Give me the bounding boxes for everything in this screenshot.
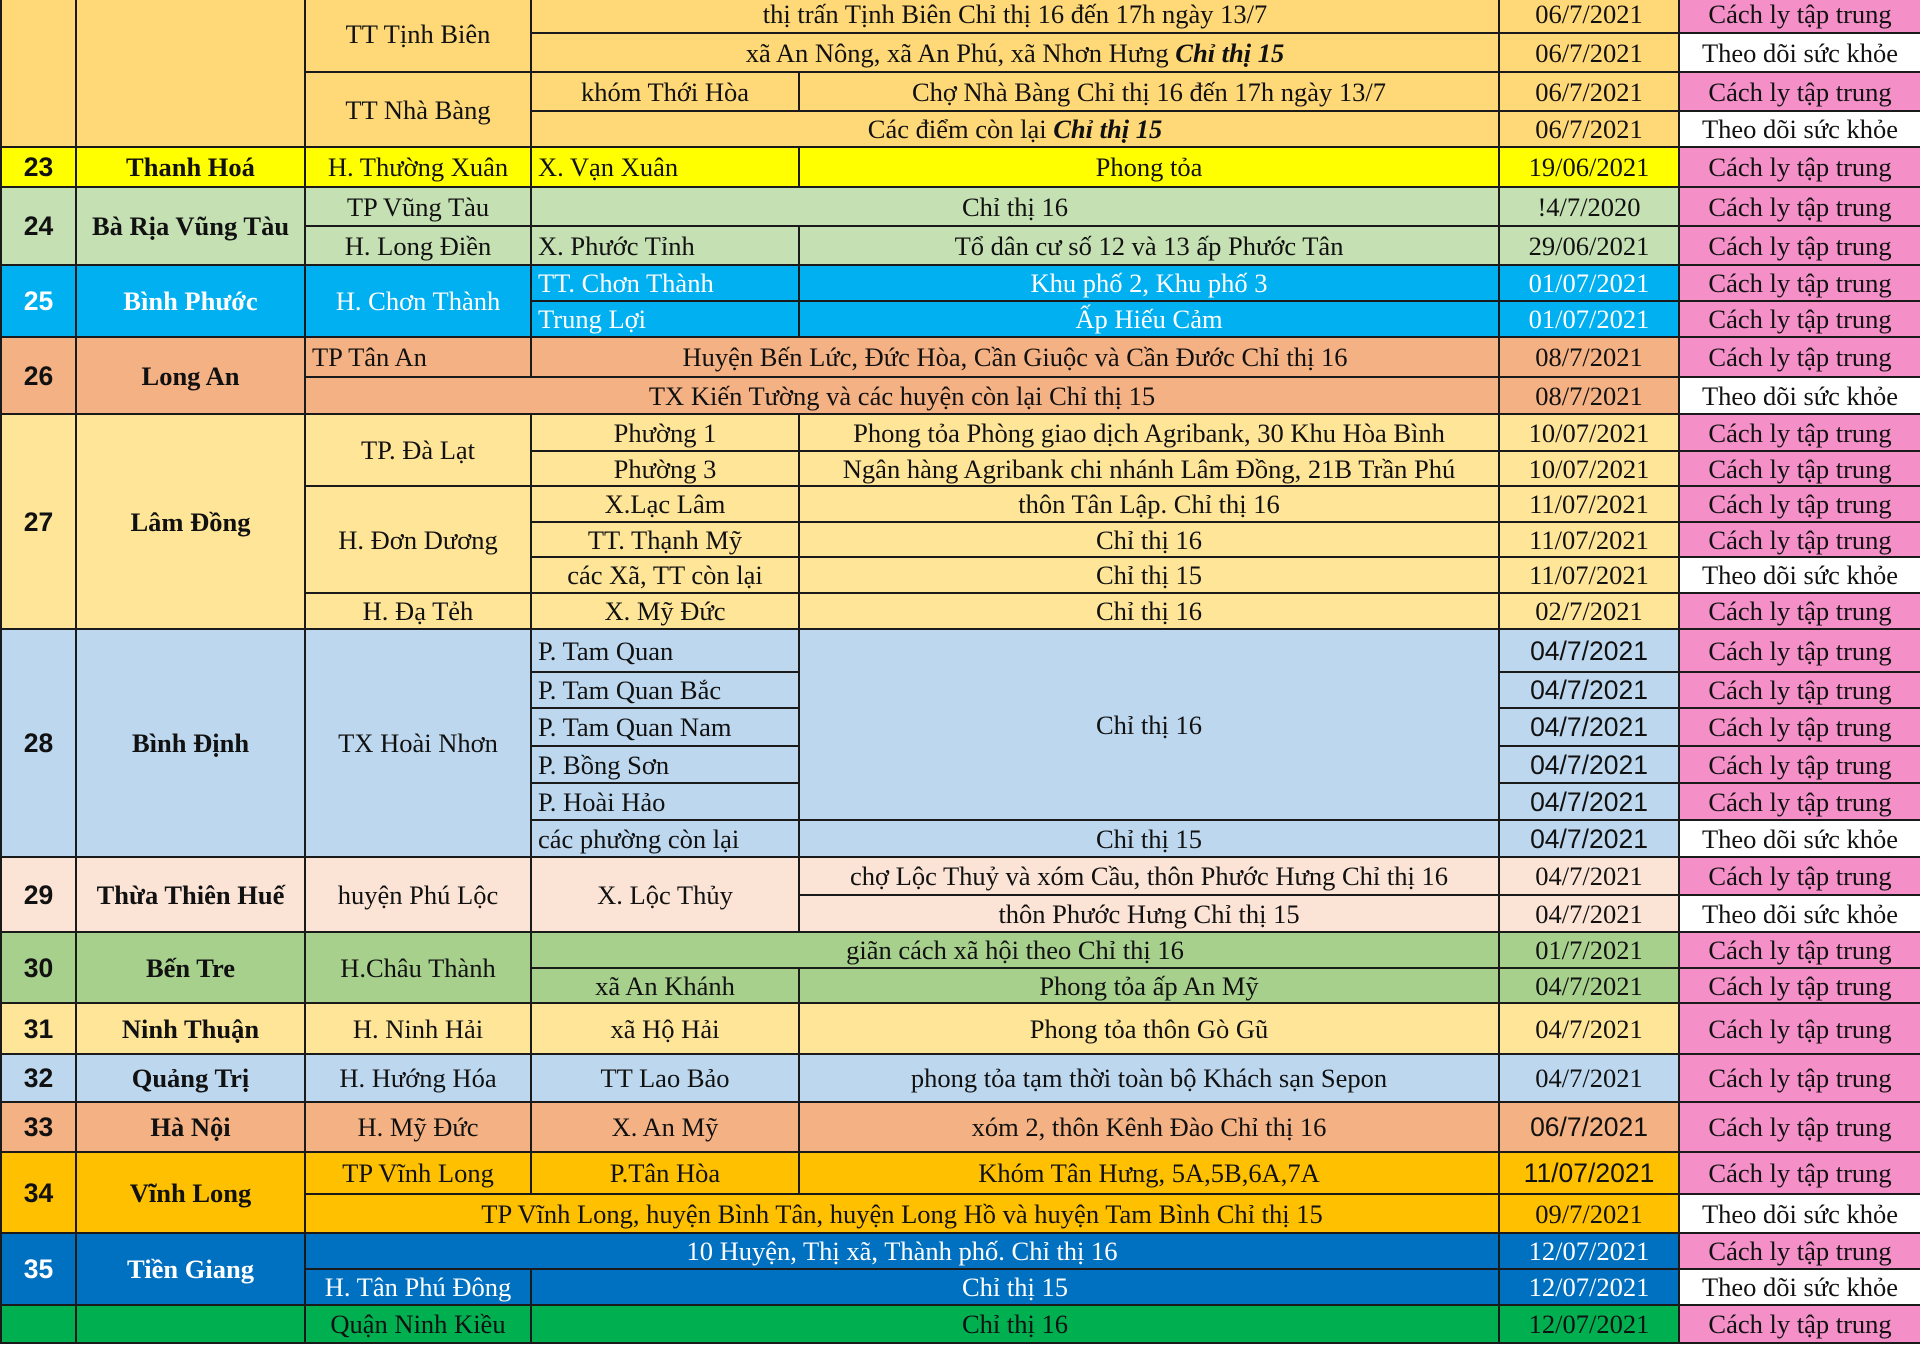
- detail-cell: Huyện Bến Lức, Đức Hòa, Cần Giuộc và Cần Đước Chỉ thị 16: [531, 337, 1499, 377]
- status-cell: Theo dõi sức khỏe: [1679, 1194, 1920, 1233]
- ward-cell: P.Tân Hòa: [531, 1152, 799, 1194]
- directive-emphasis: Chỉ thị 15: [1175, 37, 1285, 68]
- date-cell: 01/07/2021: [1499, 301, 1679, 337]
- row-number-cell: 28: [1, 629, 76, 857]
- ward-cell: P. Hoài Hảo: [531, 783, 799, 820]
- ward-cell: X. Mỹ Đức: [531, 593, 799, 629]
- province-name-cell: Bình Phước: [76, 265, 305, 337]
- row-number-cell: 35: [1, 1233, 76, 1305]
- ward-cell: TT Lao Bảo: [531, 1054, 799, 1102]
- district-cell: H. Đơn Dương: [305, 486, 531, 593]
- date-cell: 06/7/2021: [1499, 72, 1679, 111]
- detail-cell: Phong tỏa: [799, 147, 1499, 187]
- row-number-cell: 23: [1, 147, 76, 187]
- row-number-cell: 27: [1, 414, 76, 629]
- district-cell: TX Hoài Nhơn: [305, 629, 531, 857]
- row-number-cell: 26: [1, 337, 76, 414]
- date-cell: 04/7/2021: [1499, 629, 1679, 672]
- ward-cell: Phường 1: [531, 414, 799, 451]
- detail-cell: chợ Lộc Thuỷ và xóm Cầu, thôn Phước Hưng Chỉ thị 16: [799, 857, 1499, 895]
- date-cell: 04/7/2021: [1499, 968, 1679, 1003]
- directive-emphasis: Chỉ thị 15: [1053, 114, 1163, 144]
- date-cell: 08/7/2021: [1499, 337, 1679, 377]
- status-cell: Cách ly tập trung: [1679, 672, 1920, 708]
- table-row: [1, 629, 1920, 672]
- date-cell: 04/7/2021: [1499, 672, 1679, 708]
- province-name-cell: Quảng Trị: [76, 1054, 305, 1102]
- status-cell: Cách ly tập trung: [1679, 746, 1920, 783]
- detail-cell: Ngân hàng Agribank chi nhánh Lâm Đồng, 21B Trần Phú: [799, 451, 1499, 486]
- ward-cell: các phường còn lại: [531, 820, 799, 857]
- status-cell: Cách ly tập trung: [1679, 1233, 1920, 1269]
- table-row: [1, 1102, 1920, 1152]
- province-name-cell: Bà Rịa Vũng Tàu: [76, 187, 305, 265]
- status-cell: Theo dõi sức khỏe: [1679, 895, 1920, 932]
- detail-cell: 10 Huyện, Thị xã, Thành phố. Chỉ thị 16: [305, 1233, 1499, 1269]
- detail-cell: thị trấn Tịnh Biên Chỉ thị 16 đến 17h ngày 13/7: [531, 0, 1499, 33]
- status-cell: Theo dõi sức khỏe: [1679, 111, 1920, 147]
- date-cell: 06/7/2021: [1499, 0, 1679, 33]
- province-name-cell: Long An: [76, 337, 305, 414]
- status-cell: Cách ly tập trung: [1679, 1152, 1920, 1194]
- row-number-cell: 29: [1, 857, 76, 932]
- table-row: [1, 147, 1920, 187]
- date-cell: 06/7/2021: [1499, 111, 1679, 147]
- status-cell: Theo dõi sức khỏe: [1679, 820, 1920, 857]
- status-cell: Cách ly tập trung: [1679, 1003, 1920, 1054]
- date-cell: 29/06/2021: [1499, 226, 1679, 265]
- province-name-cell: Lâm Đồng: [76, 414, 305, 629]
- row-number-cell: 30: [1, 932, 76, 1003]
- status-cell: Cách ly tập trung: [1679, 187, 1920, 226]
- detail-cell: Ấp Hiếu Cảm: [799, 301, 1499, 337]
- detail-cell: Phong tỏa ấp An Mỹ: [799, 968, 1499, 1003]
- status-cell: Cách ly tập trung: [1679, 857, 1920, 895]
- date-cell: !4/7/2020: [1499, 187, 1679, 226]
- ward-cell: xã Hộ Hải: [531, 1003, 799, 1054]
- date-cell: 11/07/2021: [1499, 557, 1679, 593]
- status-cell: Cách ly tập trung: [1679, 486, 1920, 522]
- detail-cell: thôn Tân Lập. Chỉ thị 16: [799, 486, 1499, 522]
- detail-text: Các điểm còn lại: [867, 114, 1054, 144]
- table-row: [1, 932, 1920, 968]
- row-number-cell: 31: [1, 1003, 76, 1054]
- table-row: [1, 857, 1920, 895]
- status-cell: Theo dõi sức khỏe: [1679, 557, 1920, 593]
- row-number-cell: 25: [1, 265, 76, 337]
- status-cell: Cách ly tập trung: [1679, 522, 1920, 557]
- district-cell: TP Vũng Tàu: [305, 187, 531, 226]
- date-cell: 08/7/2021: [1499, 377, 1679, 414]
- detail-cell: Tổ dân cư số 12 và 13 ấp Phước Tân: [799, 226, 1499, 265]
- province-name-cell: Vĩnh Long: [76, 1152, 305, 1233]
- district-cell: TT Tịnh Biên: [305, 0, 531, 72]
- status-cell: Cách ly tập trung: [1679, 265, 1920, 301]
- district-cell: TP. Đà Lạt: [305, 414, 531, 486]
- detail-cell: giãn cách xã hội theo Chỉ thị 16: [531, 932, 1499, 968]
- detail-cell: Chợ Nhà Bàng Chỉ thị 16 đến 17h ngày 13/7: [799, 72, 1499, 111]
- table-row: [1, 1305, 1920, 1343]
- district-cell: H. Chơn Thành: [305, 265, 531, 337]
- row-number-cell: 34: [1, 1152, 76, 1233]
- district-cell: Quận Ninh Kiều: [305, 1305, 531, 1343]
- province-name-cell: Thừa Thiên Huế: [76, 857, 305, 932]
- date-cell: 19/06/2021: [1499, 147, 1679, 187]
- date-cell: 01/7/2021: [1499, 932, 1679, 968]
- ward-cell: P. Tam Quan Bắc: [531, 672, 799, 708]
- row-number-cell: 32: [1, 1054, 76, 1102]
- status-cell: Cách ly tập trung: [1679, 147, 1920, 187]
- status-cell: Cách ly tập trung: [1679, 1102, 1920, 1152]
- ward-cell: X. An Mỹ: [531, 1102, 799, 1152]
- status-cell: Theo dõi sức khỏe: [1679, 1269, 1920, 1305]
- detail-cell: TP Vĩnh Long, huyện Bình Tân, huyện Long Hồ và huyện Tam Bình Chỉ thị 15: [305, 1194, 1499, 1233]
- row-number-cell: 33: [1, 1102, 76, 1152]
- province-name-cell: Tiền Giang: [76, 1233, 305, 1305]
- status-cell: Cách ly tập trung: [1679, 451, 1920, 486]
- status-cell: Theo dõi sức khỏe: [1679, 377, 1920, 414]
- detail-cell: Phong tỏa thôn Gò Gũ: [799, 1003, 1499, 1054]
- date-cell: 01/07/2021: [1499, 265, 1679, 301]
- ward-cell: khóm Thới Hòa: [531, 72, 799, 111]
- detail-cell: [531, 33, 1499, 72]
- district-cell: H. Long Điền: [305, 226, 531, 265]
- ward-cell: Phường 3: [531, 451, 799, 486]
- date-cell: 06/7/2021: [1499, 1102, 1679, 1152]
- detail-cell: Chỉ thị 16: [531, 187, 1499, 226]
- table-row: [1, 1054, 1920, 1102]
- province-name-cell: Bến Tre: [76, 932, 305, 1003]
- date-cell: 10/07/2021: [1499, 414, 1679, 451]
- province-name-cell: [76, 0, 305, 147]
- district-cell: H. Mỹ Đức: [305, 1102, 531, 1152]
- status-cell: Cách ly tập trung: [1679, 337, 1920, 377]
- date-cell: 12/07/2021: [1499, 1269, 1679, 1305]
- district-cell: huyện Phú Lộc: [305, 857, 531, 932]
- ward-cell: P. Bồng Sơn: [531, 746, 799, 783]
- row-number-cell: [1, 0, 76, 147]
- status-cell: Cách ly tập trung: [1679, 414, 1920, 451]
- ward-cell: xã An Khánh: [531, 968, 799, 1003]
- date-cell: 04/7/2021: [1499, 1054, 1679, 1102]
- ward-cell: X. Phước Tỉnh: [531, 226, 799, 265]
- date-cell: 04/7/2021: [1499, 1003, 1679, 1054]
- detail-cell: xóm 2, thôn Kênh Đào Chỉ thị 16: [799, 1102, 1499, 1152]
- district-cell: H. Thường Xuân: [305, 147, 531, 187]
- province-name-cell: Ninh Thuận: [76, 1003, 305, 1054]
- status-cell: Cách ly tập trung: [1679, 0, 1920, 33]
- table-row: [1, 265, 1920, 301]
- date-cell: 04/7/2021: [1499, 895, 1679, 932]
- district-cell: H.Châu Thành: [305, 932, 531, 1003]
- date-cell: 02/7/2021: [1499, 593, 1679, 629]
- date-cell: 11/07/2021: [1499, 1152, 1679, 1194]
- status-cell: Cách ly tập trung: [1679, 1305, 1920, 1343]
- province-name-cell: [76, 1305, 305, 1343]
- district-cell: H. Hướng Hóa: [305, 1054, 531, 1102]
- date-cell: 12/07/2021: [1499, 1233, 1679, 1269]
- district-cell: TP Vĩnh Long: [305, 1152, 531, 1194]
- detail-cell: Khóm Tân Hưng, 5A,5B,6A,7A: [799, 1152, 1499, 1194]
- detail-cell: Chỉ thị 15: [799, 557, 1499, 593]
- district-cell: TP Tân An: [305, 337, 531, 377]
- table-row: [1, 0, 1920, 33]
- status-cell: Cách ly tập trung: [1679, 968, 1920, 1003]
- detail-cell: Chỉ thị 15: [531, 1269, 1499, 1305]
- status-cell: Cách ly tập trung: [1679, 72, 1920, 111]
- detail-cell: Chỉ thị 16: [531, 1305, 1499, 1343]
- status-cell: Cách ly tập trung: [1679, 301, 1920, 337]
- ward-cell: P. Tam Quan Nam: [531, 708, 799, 746]
- row-number-cell: [1, 1305, 76, 1343]
- date-cell: 04/7/2021: [1499, 820, 1679, 857]
- detail-cell: TX Kiến Tường và các huyện còn lại Chỉ thị 15: [305, 377, 1499, 414]
- status-cell: Cách ly tập trung: [1679, 932, 1920, 968]
- detail-cell: phong tỏa tạm thời toàn bộ Khách sạn Sepon: [799, 1054, 1499, 1102]
- status-cell: Cách ly tập trung: [1679, 783, 1920, 820]
- ward-cell: TT. Thạnh Mỹ: [531, 522, 799, 557]
- status-cell: Cách ly tập trung: [1679, 593, 1920, 629]
- table-row: [1, 337, 1920, 377]
- ward-cell: X. Lộc Thủy: [531, 857, 799, 932]
- status-cell: Cách ly tập trung: [1679, 1054, 1920, 1102]
- table-row: [1, 1233, 1920, 1269]
- date-cell: 11/07/2021: [1499, 522, 1679, 557]
- table-row: [1, 1003, 1920, 1054]
- date-cell: 04/7/2021: [1499, 746, 1679, 783]
- table-row: [1, 1152, 1920, 1194]
- date-cell: 10/07/2021: [1499, 451, 1679, 486]
- detail-cell: Chỉ thị 15: [799, 820, 1499, 857]
- district-cell: H. Tân Phú Đông: [305, 1269, 531, 1305]
- ward-cell: X. Vạn Xuân: [531, 147, 799, 187]
- province-name-cell: Thanh Hoá: [76, 147, 305, 187]
- date-cell: 09/7/2021: [1499, 1194, 1679, 1233]
- province-name-cell: Hà Nội: [76, 1102, 305, 1152]
- date-cell: 11/07/2021: [1499, 486, 1679, 522]
- status-cell: Theo dõi sức khỏe: [1679, 33, 1920, 72]
- detail-cell: Chỉ thị 16: [799, 593, 1499, 629]
- district-cell: H. Đạ Tẻh: [305, 593, 531, 629]
- status-cell: Cách ly tập trung: [1679, 708, 1920, 746]
- ward-cell: các Xã, TT còn lại: [531, 557, 799, 593]
- ward-cell: Trung Lợi: [531, 301, 799, 337]
- district-cell: H. Ninh Hải: [305, 1003, 531, 1054]
- ward-cell: X.Lạc Lâm: [531, 486, 799, 522]
- province-name-cell: Bình Định: [76, 629, 305, 857]
- detail-cell: thôn Phước Hưng Chỉ thị 15: [799, 895, 1499, 932]
- table-row: [1, 187, 1920, 226]
- district-cell: TT Nhà Bàng: [305, 72, 531, 147]
- detail-cell: Chỉ thị 16: [799, 629, 1499, 820]
- detail-cell: [531, 111, 1499, 147]
- date-cell: 04/7/2021: [1499, 783, 1679, 820]
- status-cell: Cách ly tập trung: [1679, 629, 1920, 672]
- date-cell: 04/7/2021: [1499, 857, 1679, 895]
- date-cell: 06/7/2021: [1499, 33, 1679, 72]
- detail-cell: Khu phố 2, Khu phố 3: [799, 265, 1499, 301]
- ward-cell: TT. Chơn Thành: [531, 265, 799, 301]
- date-cell: 04/7/2021: [1499, 708, 1679, 746]
- row-number-cell: 24: [1, 187, 76, 265]
- table-row: [1, 414, 1920, 451]
- detail-text: xã An Nông, xã An Phú, xã Nhơn Hưng: [745, 37, 1176, 68]
- ward-cell: P. Tam Quan: [531, 629, 799, 672]
- detail-cell: Chỉ thị 16: [799, 522, 1499, 557]
- detail-cell: Phong tỏa Phòng giao dịch Agribank, 30 Khu Hòa Bình: [799, 414, 1499, 451]
- date-cell: 12/07/2021: [1499, 1305, 1679, 1343]
- status-cell: Cách ly tập trung: [1679, 226, 1920, 265]
